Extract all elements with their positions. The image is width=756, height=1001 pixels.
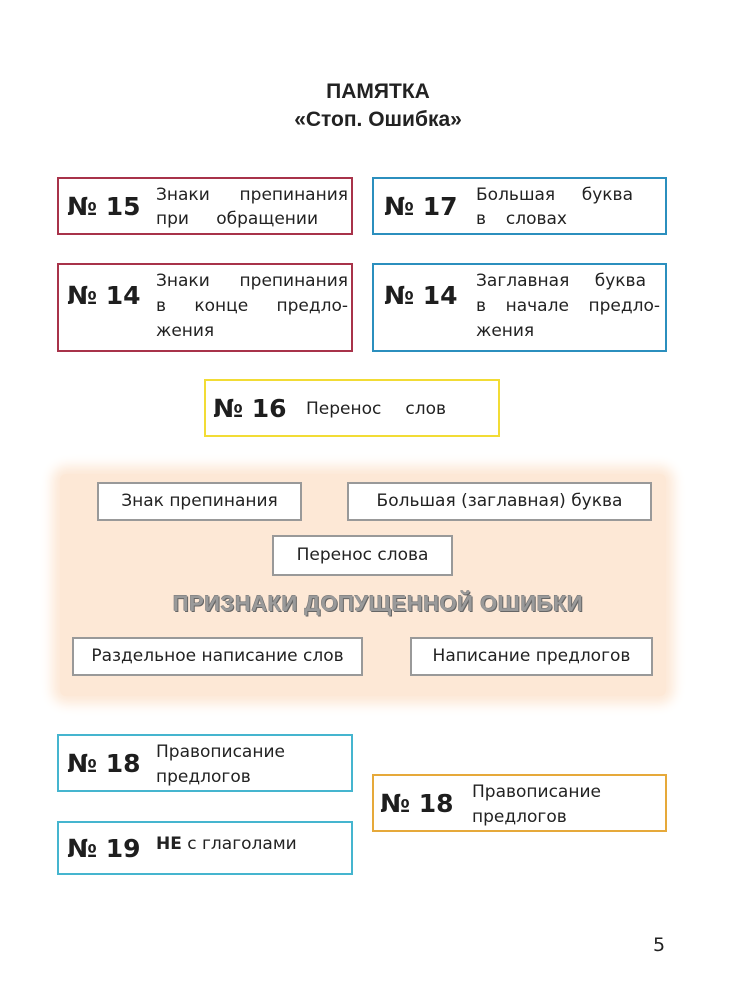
rule-desc-line1 bbox=[156, 833, 297, 856]
rule-number: № 19 bbox=[67, 834, 141, 863]
rule-number: № 18 bbox=[380, 789, 454, 818]
rule-desc-line3: жения bbox=[156, 321, 215, 341]
rule-number: № 14 bbox=[67, 281, 141, 310]
rule-card-16 bbox=[204, 379, 500, 437]
rule-desc-line2: при обращении bbox=[156, 209, 318, 229]
rule-desc-line1: Большая буква bbox=[476, 185, 633, 205]
signs-heading: ПРИЗНАКИ ДОПУЩЕННОЙ ОШИБКИ bbox=[172, 591, 584, 616]
rule-number: № 18 bbox=[67, 749, 141, 778]
rule-desc-line3: жения bbox=[476, 321, 535, 341]
rule-number: № 15 bbox=[67, 192, 141, 221]
rule-desc-line1: Знаки препинания bbox=[156, 185, 348, 205]
rule-card-14-capital bbox=[372, 263, 667, 352]
rule-card-17 bbox=[372, 177, 667, 235]
label-separate-writing: Раздельное написание слов bbox=[72, 637, 363, 676]
rule-desc-line2: предлогов bbox=[156, 767, 251, 787]
page-subtitle: «Стоп. Ошибка» bbox=[294, 108, 462, 131]
rule-number: № 17 bbox=[384, 192, 458, 221]
rule-desc-line1: Перенос слов bbox=[306, 399, 446, 419]
rule-desc-line2: в словах bbox=[476, 209, 567, 229]
label-prepositions: Написание предлогов bbox=[410, 637, 653, 676]
rule-desc-line1: Правописание bbox=[156, 742, 285, 762]
rule-card-14-punctuation bbox=[57, 263, 353, 352]
rule-desc-bold: НЕ bbox=[156, 834, 182, 854]
rule-desc-line1: Знаки препинания bbox=[156, 271, 348, 291]
rule-card-18-right bbox=[372, 774, 667, 832]
rule-desc-line2: в начале предло- bbox=[476, 296, 660, 316]
rule-desc-line1: Правописание bbox=[472, 782, 601, 802]
label-hyphenation: Перенос слова bbox=[272, 535, 453, 576]
label-capital-letter: Большая (заглавная) буква bbox=[347, 482, 652, 521]
rule-card-19 bbox=[57, 821, 353, 875]
label-punctuation-mark: Знак препинания bbox=[97, 482, 302, 521]
rule-card-18-left bbox=[57, 734, 353, 792]
rule-desc-rest: с глаголами bbox=[181, 834, 297, 854]
rule-card-15 bbox=[57, 177, 353, 235]
rule-desc-line2: предлогов bbox=[472, 807, 567, 827]
page-number: 5 bbox=[653, 934, 666, 956]
rule-number: № 16 bbox=[213, 394, 287, 423]
rule-desc-line1: Заглавная буква bbox=[476, 271, 646, 291]
rule-desc-line2: в конце предло- bbox=[156, 296, 348, 316]
rule-number: № 14 bbox=[384, 281, 458, 310]
page-title: ПАМЯТКА bbox=[326, 80, 430, 103]
